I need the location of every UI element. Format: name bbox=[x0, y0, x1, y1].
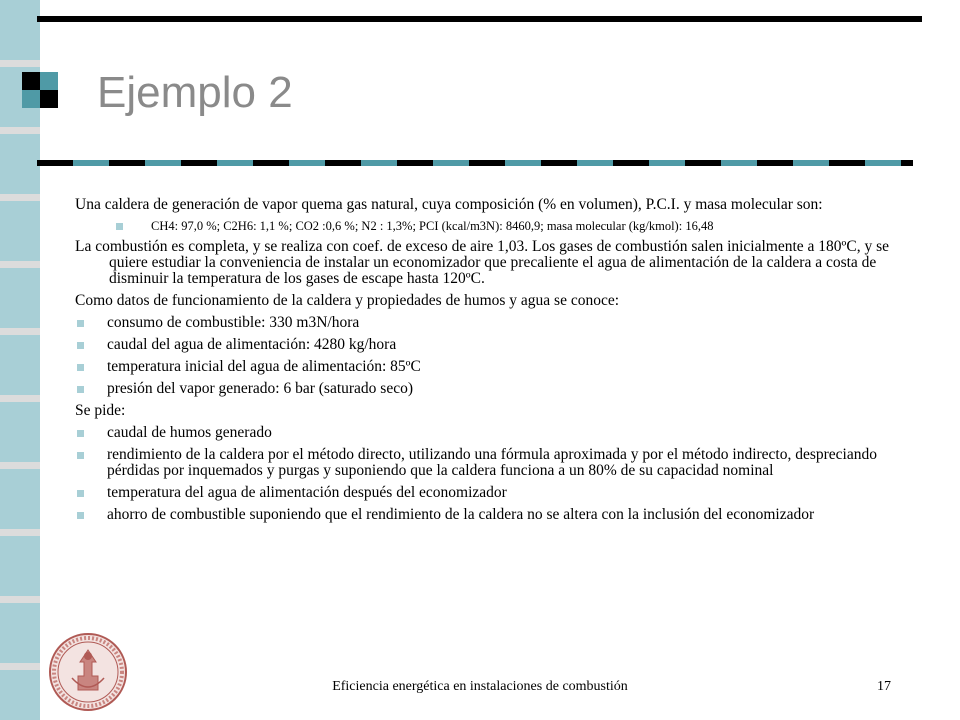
combustion-paragraph: La combustión es completa, y se realiza con coef. de exceso de aire 1,03. Los gases de combustión salen inicialmente a 180ºC, y se quiere estudiar la conveniencia de instalar un economizador que precaliente el agua de alimentación de la caldera a costa de disminuir la temperatura de los gases de escape hasta 120ºC. bbox=[75, 238, 889, 287]
square-bullet-icon bbox=[77, 430, 84, 437]
list-item-text: ahorro de combustible suponiendo que el rendimiento de la caldera no se altera con la inclusión del economizador bbox=[107, 506, 815, 523]
ask-intro: Se pide: bbox=[75, 402, 126, 419]
list-item bbox=[75, 485, 905, 501]
list-item-text: rendimiento de la caldera por el método directo, utilizando una fórmula aproximada y por el método indirecto, despreciando pérdidas por inquemados y purgas y suponiendo que la caldera funciona a un 80% de su capacidad nominal bbox=[107, 446, 877, 479]
list-item-text: consumo de combustible: 330 m3N/hora bbox=[107, 314, 360, 331]
list-item bbox=[75, 359, 905, 375]
square-bullet-icon bbox=[77, 512, 84, 519]
list-item-text: temperatura del agua de alimentación después del economizador bbox=[107, 484, 507, 501]
square-bullet-icon bbox=[77, 490, 84, 497]
list-item bbox=[75, 315, 905, 331]
list-item-text: presión del vapor generado: 6 bar (saturado seco) bbox=[107, 380, 414, 397]
square-bullet-icon bbox=[77, 342, 84, 349]
list-item bbox=[75, 425, 905, 441]
title-divider bbox=[37, 160, 913, 166]
slide-title: Ejemplo 2 bbox=[97, 68, 293, 117]
university-seal-icon bbox=[48, 632, 128, 712]
list-item bbox=[75, 447, 905, 479]
left-decorative-strip bbox=[0, 0, 40, 720]
composition-text: CH4: 97,0 %; C2H6: 1,1 %; CO2 :0,6 %; N2 : 1,3%; PCI (kcal/m3N): 8460,9; masa molecular (kg/kmol): 16,48 bbox=[151, 219, 714, 233]
list-item-text: caudal del agua de alimentación: 4280 kg/hora bbox=[107, 336, 397, 353]
list-item bbox=[75, 507, 905, 523]
list-item bbox=[75, 337, 905, 353]
page-number: 17 bbox=[877, 679, 891, 694]
square-bullet-icon bbox=[77, 452, 84, 459]
composition-item bbox=[75, 219, 905, 233]
footer-text: Eficiencia energética en instalaciones de combustión bbox=[332, 679, 628, 694]
square-bullet-icon bbox=[77, 320, 84, 327]
list-item-text: caudal de humos generado bbox=[107, 424, 272, 441]
slide-content bbox=[75, 197, 905, 529]
square-bullet-icon bbox=[116, 223, 123, 230]
data-intro: Como datos de funcionamiento de la caldera y propiedades de humos y agua se conoce: bbox=[75, 292, 620, 309]
list-item bbox=[75, 381, 905, 397]
top-rule bbox=[37, 16, 922, 22]
square-bullet-icon bbox=[77, 364, 84, 371]
intro-paragraph: Una caldera de generación de vapor quema gas natural, cuya composición (% en volumen), P.C.I. y masa molecular son: bbox=[75, 196, 823, 213]
list-item-text: temperatura inicial del agua de alimentación: 85ºC bbox=[107, 358, 421, 375]
square-bullet-icon bbox=[77, 386, 84, 393]
